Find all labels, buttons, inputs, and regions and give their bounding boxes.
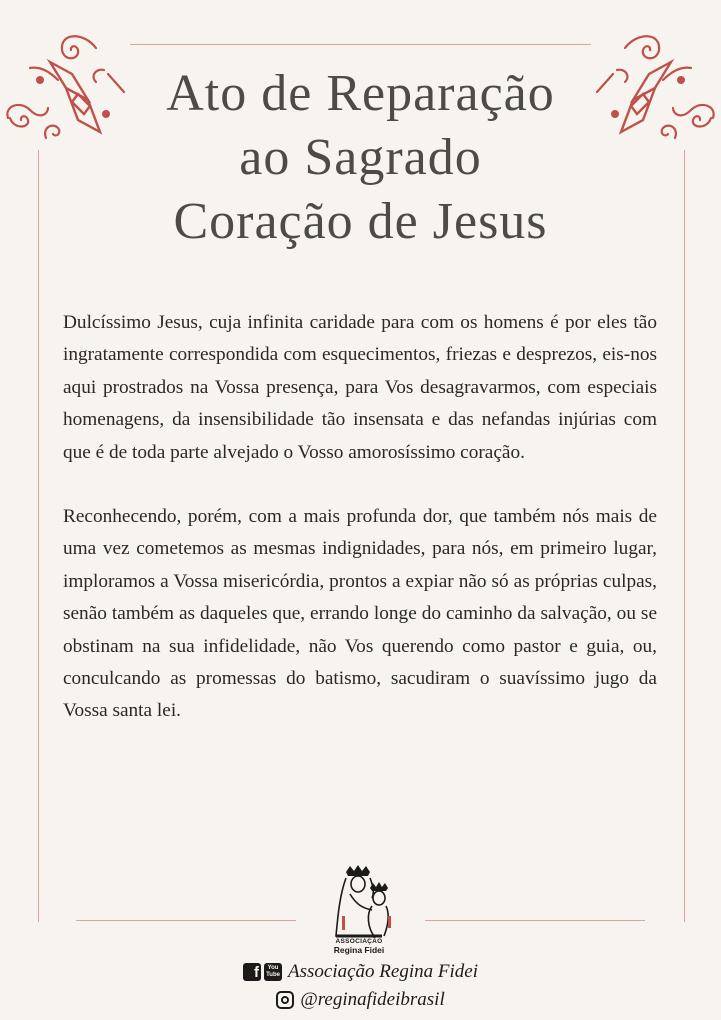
frame-right-line [684,150,685,922]
prayer-body [63,307,657,728]
logo-caption [306,937,412,955]
title-line-1: Ato de Reparação [166,65,555,122]
frame-bottom-right-line [425,920,645,921]
logo-line-2: Regina Fidei [333,945,385,955]
footer-association-row [0,960,721,983]
footer-instagram-row [0,988,721,1011]
association-name: Associação Regina Fidei [288,960,478,982]
frame-top-line [130,44,591,45]
frame-left-line [38,150,39,922]
instagram-icon[interactable] [276,991,294,1009]
youtube-icon[interactable]: You Tube [264,963,282,981]
instagram-handle[interactable]: @reginafideibrasil [300,988,445,1010]
prayer-paragraph-2: Reconhecendo, porém, com a mais profunda dor, que também nós mais de uma vez cometemos as mesmas indignidades, para nós, em primeiro lugar, imploramos a Vossa misericórdia, prontos a expiar não só as próprias culpas, senão também as daqueles que, errando longe do caminho da salvação, ou se obstinam na sua infidelidade, não Vos querendo como pastor e guia, ou, conculcando as promessas do batismo, sacudiram o suavíssimo jugo da Vossa santa lei. [63,506,657,722]
frame-bottom-left-line [76,920,296,921]
page-title [90,62,631,254]
title-line-3: Coração de Jesus [173,193,548,250]
prayer-paragraph-1: Dulcíssimo Jesus, cuja infinita caridade para com os homens é por eles tão ingratamente correspondida com esquecimentos, friezas e desprezos, eis-nos aqui prostrados na Vossa presença, para Vos desagravarmos, com especiais homenagens, da insensibilidade tão insensata e das nefandas injúrias com que é de toda parte alvejado o Vosso amorosíssimo coração. [63,312,657,463]
logo-line-1: ASSOCIAÇÃO [335,938,383,945]
title-line-2: ao Sagrado [239,129,482,186]
facebook-icon[interactable]: f [243,963,261,981]
